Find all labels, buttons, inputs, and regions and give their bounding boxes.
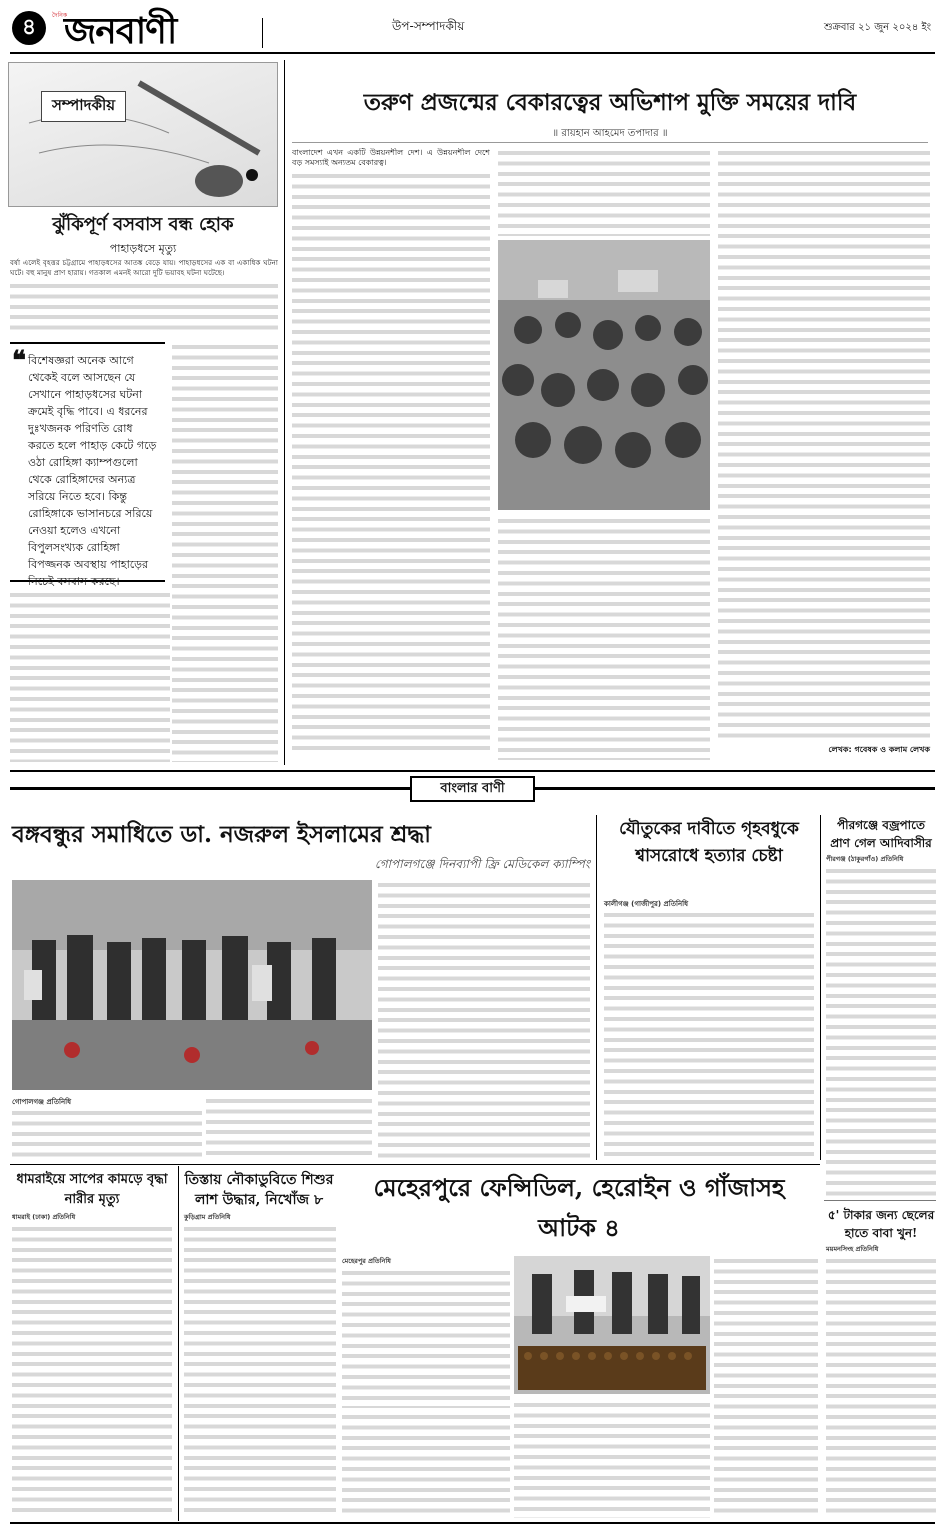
dowry-body — [604, 910, 814, 1160]
section-banner — [10, 774, 935, 804]
boat-headline: তিস্তায় নৌকাডুবিতে শিশুর লাশ উদ্ধার, নিখোঁজ ৮ — [184, 1172, 334, 1208]
bangabandhu-body-2 — [206, 1096, 372, 1160]
logo-small: দৈনিক — [52, 12, 68, 19]
lightning-byline: পীরগঞ্জ (ঠাকুরগাঁও) প্রতিনিধি — [826, 855, 904, 863]
editorial-pullquote: ❝ বিশেষজ্ঞরা অনেক আগে থেকেই বলে আসছেন যে সেখানে পাহাড়ধসের ঘটনা ক্রমেই বৃদ্ধি পাবে। এ ধরনের দুঃখজনক পরিণতি রোধ করতে হলে পাহাড় কেটে গড়ে ওঠা রোহিঙ্গা ক্যাম্পগুলো থেকে রোহিঙ্গাদের অন্যত্র সরিয়ে নিতে হবে। কিন্তু রোহিঙ্গাকে ভাসানচরে সরিয়ে নেওয়া হলেও এখনো বিপুলসংখ্যক রোহিঙ্গা বিপজ্জনক অবস্থায় পাহাড়ের নিচেই বসবাস করছে। — [10, 342, 165, 582]
lead-col-2-bottom — [498, 516, 710, 760]
editorial-body-bottom — [10, 590, 170, 762]
page-number-badge — [12, 11, 46, 45]
logo-text: জনবাণী — [64, 11, 177, 52]
lightning-headline: পীরগঞ্জে বজ্রপাতে প্রাণ গেল আদিবাসীর — [830, 818, 932, 850]
bangabandhu-subhead: গোপালগঞ্জে দিনব্যাপী ফ্রি মেডিকেল ক্যাম্পিং — [374, 857, 590, 871]
section-banner-label: বাংলার বাণী — [410, 776, 535, 802]
lead-col-1 — [292, 148, 490, 760]
pen-ink-illustration — [9, 63, 278, 207]
memorial-photo — [12, 880, 372, 1090]
page-number: ৪ — [21, 15, 37, 40]
boat-byline: কুড়িগ্রাম প্রতিনিধি — [184, 1213, 231, 1221]
debt-body — [826, 1256, 936, 1518]
editorial-body-top — [10, 258, 278, 338]
issue-date: শুক্রবার ২১ জুন ২০২৪ ইং — [823, 22, 931, 33]
snake-byline: ধামরাই (ঢাকা) প্রতিনিধি — [12, 1213, 76, 1221]
lead-col-2-top — [498, 148, 710, 236]
snake-headline: ধামরাইয়ে সাপের কামড়ে বৃদ্ধা নারীর মৃত্যু — [16, 1172, 168, 1207]
masthead — [10, 8, 935, 50]
lead-col-3 — [718, 148, 930, 738]
meherpur-byline: মেহেরপুর প্রতিনিধি — [342, 1257, 391, 1265]
lead-lede: বাংলাদেশ এখন একটি উন্নয়নশীল দেশ। এ উন্নয়নশীল দেশে বড় সমস্যাই অন্যতম বেকারত্ব। — [292, 148, 490, 168]
bangabandhu-headline: বঙ্গবন্ধুর সমাধিতে ডা. নজরুল ইসলামের শ্রদ্ধা — [12, 821, 431, 848]
dowry-byline: কালীগঞ্জ (গাজীপুর) প্রতিনিধি — [604, 900, 689, 908]
meherpur-body-3 — [514, 1400, 710, 1518]
lead-headline: তরুণ প্রজন্মের বেকারত্বের অভিশাপ মুক্তি সময়ের দাবি — [363, 89, 857, 116]
editorial-lede: বর্ষা এলেই বৃহত্তর চট্টগ্রামে পাহাড়ধসের আতঙ্ক বেড়ে যায়। পাহাড়ধসের এক বা একাধিক ঘটনা ঘটে। বহু মানুষ প্রাণ হারায়। গতকাল এমনই আরো দুটি ভয়াবহ ঘটনা ঘটেছে। — [10, 258, 278, 278]
meherpur-headline: মেহেরপুরে ফেন্সিডিল, হেরোইন ও গাঁজাসহ আটক ৪ — [373, 1173, 785, 1242]
meherpur-body-4 — [714, 1256, 818, 1518]
editorial-illustration — [8, 62, 278, 207]
meherpur-body-1 — [342, 1268, 510, 1408]
job-seekers-photo — [498, 240, 710, 510]
bangabandhu-byline: গোপালগঞ্জ প্রতিনিধি — [12, 1098, 72, 1106]
boat-body-1 — [184, 1224, 336, 1518]
logo — [52, 8, 262, 50]
editorial-body-side — [172, 342, 278, 762]
editorial-badge: সম্পাদকীয় — [41, 91, 126, 122]
pullquote-text: বিশেষজ্ঞরা অনেক আগে থেকেই বলে আসছেন যে সেখানে পাহাড়ধসের ঘটনা ক্রমেই বৃদ্ধি পাবে। এ ধরনের দুঃখজনক পরিণতি রোধ করতে হলে পাহাড় কেটে গড়ে ওঠা রোহিঙ্গা ক্যাম্পগুলো থেকে রোহিঙ্গাদের অন্যত্র সরিয়ে নিতে হবে। কিন্তু রোহিঙ্গাকে ভাসানচরে সরিয়ে নেওয়া হলেও এখনো বিপুলসংখ্যক রোহিঙ্গা বিপজ্জনক অবস্থায় পাহাড়ের নিচেই বসবাস করছে। — [28, 354, 157, 588]
dowry-headline: যৌতুকের দাবীতে গৃহবধুকে শ্বাসরোধে হত্যার চেষ্টা — [619, 819, 799, 866]
bangabandhu-body-1 — [12, 1108, 202, 1160]
lead-author: ॥ রায়হান আহমেদ তপাদার ॥ — [552, 128, 668, 139]
snake-body — [12, 1224, 172, 1518]
lead-footer: লেখক: গবেষক ও কলাম লেখক — [828, 745, 930, 754]
editorial-headline: ঝুঁকিপূর্ণ বসবাস বন্ধ হোক — [52, 214, 234, 235]
section-label: উপ-সম্পাদকীয় — [392, 19, 465, 33]
seized-drugs-photo — [514, 1256, 710, 1394]
lightning-body — [826, 866, 936, 1196]
editorial-subhead: পাহাড়ধসে মৃত্যু — [109, 242, 177, 255]
bangabandhu-body-3 — [378, 880, 590, 1160]
meherpur-body-2 — [342, 1412, 510, 1518]
debt-headline: ৫' টাকার জন্য ছেলের হাতে বাবা খুন! — [827, 1208, 935, 1240]
debt-byline: ময়মনসিংহ প্রতিনিধি — [826, 1245, 879, 1253]
